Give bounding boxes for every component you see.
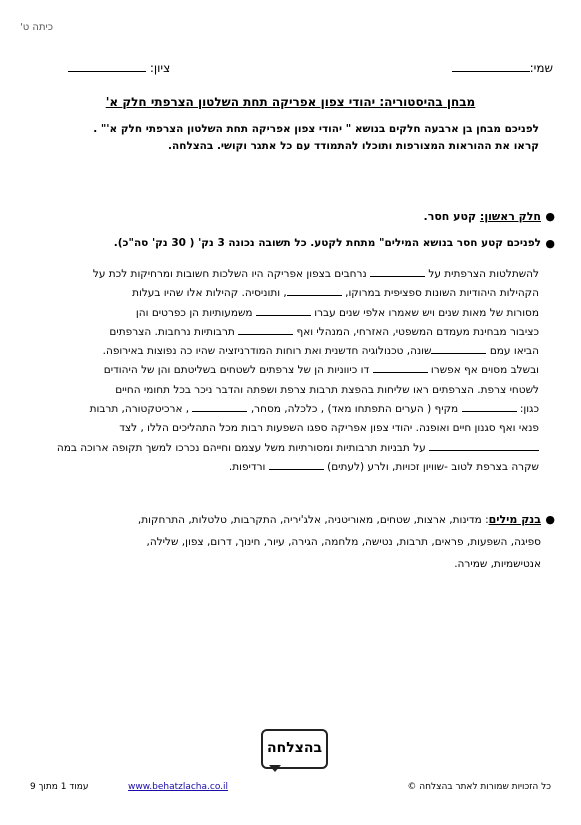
answer-blank[interactable] bbox=[287, 286, 342, 296]
passage-text: כגון: bbox=[516, 403, 539, 416]
passage-line bbox=[32, 304, 539, 323]
passage-text: הקהילות היהודיות השונות ספציפית במרוקו, bbox=[341, 287, 539, 300]
answer-blank[interactable] bbox=[269, 460, 324, 470]
passage-line bbox=[32, 400, 539, 419]
passage-text: דו כיווניות הן של צרפתים לשטחים בשליטתם והן של היהודים bbox=[103, 364, 373, 377]
passage-line bbox=[32, 323, 539, 342]
answer-blank[interactable] bbox=[429, 441, 484, 451]
success-logo: בהצלחה bbox=[261, 729, 328, 769]
passage-line bbox=[32, 419, 539, 438]
passage-line bbox=[32, 458, 539, 477]
bullet-icon: ● bbox=[545, 513, 555, 526]
answer-blank[interactable] bbox=[431, 344, 486, 354]
grade-label: כיתה ט' bbox=[20, 22, 54, 33]
bullet-icon: ● bbox=[545, 210, 555, 223]
passage-text: משמעותיות הן כפרטים והן bbox=[135, 306, 256, 319]
passage-text: להשתלטות הצרפתית על bbox=[425, 268, 539, 280]
answer-blank[interactable] bbox=[192, 402, 247, 412]
passage-text: ורדיפות. bbox=[228, 460, 269, 473]
intro-line: לפניכם מבחן בן ארבעה חלקים בנושא " יהודי צפון אפריקה תחת השלטון הצרפתי חלק א'" . bbox=[93, 123, 539, 135]
passage-text: מקיף ( הערים התפתחו מאד) , כלכלה, מסחר, bbox=[247, 403, 462, 416]
answer-blank[interactable] bbox=[238, 325, 293, 335]
name-blank[interactable] bbox=[452, 60, 530, 72]
passage-text: נרחבים בצפון אפריקה היו השלכות חשובות ומרחיקות לכת על bbox=[92, 268, 371, 280]
score-blank[interactable] bbox=[68, 60, 146, 72]
answer-blank[interactable] bbox=[373, 363, 428, 373]
answer-blank[interactable] bbox=[462, 402, 517, 412]
word-bank-line bbox=[34, 509, 555, 531]
section-instruction bbox=[113, 237, 555, 250]
passage-text: שקרה בצרפת לטוב -שוויון זכויות, ולרע (לעתים) bbox=[323, 460, 539, 473]
word-bank-line: ספיגה, השפעות, פראים, תרבות, נטישה, מלחמה, הגירה, עיור, חינוך, דרום, צפון, שלילה, bbox=[146, 536, 541, 548]
footer-rights: כל הזכויות שמורות לאתר בהצלחה © bbox=[407, 782, 551, 792]
intro bbox=[39, 121, 539, 155]
section-heading bbox=[423, 210, 555, 223]
section-label: חלק ראשון: bbox=[479, 210, 541, 223]
passage-text: תרבותיות נרחבות. הצרפתים bbox=[109, 325, 239, 338]
passage-line bbox=[32, 439, 539, 458]
section-name: קטע חסר. bbox=[423, 210, 480, 223]
answer-blank[interactable] bbox=[256, 306, 311, 316]
page-title: מבחן בהיסטוריה: יהודי צפון אפריקה תחת השלטון הצרפתי חלק א' bbox=[105, 95, 476, 109]
passage-text: לשטחי צרפת. הצרפתים ראו שליחות בהפצת תרבות צרפת ושפתה והדבר ניכר בכל תחומי החיים bbox=[115, 383, 539, 396]
answer-blank[interactable] bbox=[484, 441, 539, 451]
instruction-text: לפניכם קטע חסר בנושא המילים" מתחת לקטע. כל תשובה נכונה 3 נק' ( 30 נק' סה"כ). bbox=[113, 237, 541, 249]
name-field[interactable] bbox=[452, 60, 553, 75]
logo-speech-tail bbox=[269, 765, 281, 772]
intro-line: קראו את ההוראות המצורפות ותוכלו להתמודד עם כל אתגר וקושי. בהצלחה. bbox=[168, 140, 539, 152]
passage-text: ובשלב מסוים אף אפשרו bbox=[427, 364, 539, 377]
word-bank bbox=[34, 509, 555, 575]
passage-line bbox=[32, 381, 539, 400]
footer-link[interactable]: www.behatzlacha.co.il bbox=[128, 782, 229, 792]
passage-line bbox=[32, 342, 539, 361]
passage-line bbox=[32, 265, 539, 284]
name-label: שמי: bbox=[529, 61, 553, 75]
answer-blank[interactable] bbox=[370, 267, 425, 277]
word-bank-words: : מדינות, ארצות, שטחים, מאוריטניה, אלג'יריה, התקרבות, טלטלות, התרחקות, bbox=[137, 514, 489, 526]
bullet-icon: ● bbox=[545, 237, 555, 250]
word-bank-line: אנטישמיות, שמירה. bbox=[454, 558, 541, 570]
passage-text: פנאי ואף סגנון חיים ואופנה. יהודי צפון אפריקה ספגו השפעות רבות מכל התהליכים הללו , לצד bbox=[119, 422, 539, 435]
passage-text: , ותוניסיה. קהילות אלו שהיו בעלות bbox=[132, 287, 287, 300]
passage-text: , ארכיטקטורה, תרבות bbox=[89, 403, 193, 416]
score-field[interactable]: ציון: bbox=[68, 60, 170, 75]
passage-text: שונה, טכנולוגיה חדשנית ואת רוחות המודרניזציה שהיו כה נפוצות באירופה. bbox=[102, 345, 432, 358]
passage-line bbox=[32, 361, 539, 380]
cloze-passage bbox=[32, 265, 539, 477]
passage-text: כציבור מבחינת מעמדם המשפטי, האזרחי, המנהלי ואף bbox=[293, 325, 539, 338]
score-label: ציון bbox=[153, 61, 171, 75]
passage-text: על תבניות תרבותיות ומסורתיות משל עצמם וחייהם נכרכו למשך תקופה ארוכה במה bbox=[56, 441, 429, 454]
word-bank-label: בנק מילים bbox=[488, 513, 541, 526]
passage-text: הביאו עמם bbox=[486, 345, 539, 358]
footer-page: עמוד 1 מתוך 9 bbox=[30, 782, 89, 792]
passage-line bbox=[32, 284, 539, 303]
passage-text: מסורות של מאות שנים ויש שאמרו אלפי שנים עברו bbox=[310, 306, 539, 319]
